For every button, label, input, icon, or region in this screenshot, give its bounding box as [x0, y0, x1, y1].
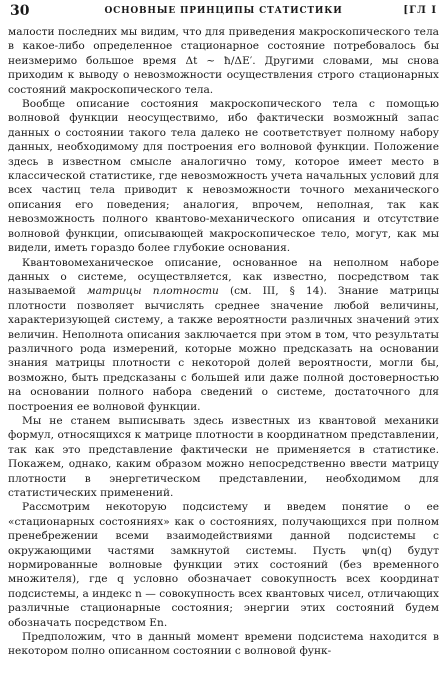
paragraph-5: Рассмотрим некоторую подсистему и введем понятие о ее «стационарных состояниях» как о состояниях, получающихся при полном пренебрежении всеми взаимодействиями данной подсистемы с окружающими частями замкнутой системы. Пусть ψn(q) будут нормированные волновые функции этих состояний (без временного множителя), где q условно обозначает совокупность всех координат подсистемы, а индекс n — совокупность всех квантовых чисел, отличающих различные стационарные состояния; энергии этих состояний будем обозначать посредством En. [8, 501, 439, 629]
paragraph-4: Мы не станем выписывать здесь известных из квантовой механики формул, относящихся к матрице плотности в координатном представлении, так как это представление фактически не применяется в статистике. Покажем, однако, каким образом можно непосредственно ввести матрицу плотности в энергетическом представлении, необходимом для статистических применений. [8, 414, 439, 499]
chapter-mark: [ГЛ I [403, 5, 437, 16]
paragraph-1: малости последних мы видим, что для приведения макроскопического тела в какое-либо определенное стационарное состояние потребовалось бы неизмеримо большое время Δt ~ ħ/ΔE′. Другими словами, мы снова приходим к выводу о невозможности осуществления строго стационарных состояний макроскопического тела. [8, 26, 439, 96]
book-page [8, 0, 439, 698]
body-text [8, 25, 439, 659]
page-header [8, 3, 439, 23]
running-head: ОСНОВНЫЕ ПРИНЦИПЫ СТАТИСТИКИ [104, 6, 343, 16]
paragraph-2: Вообще описание состояния макроскопического тела с помощью волновой функции неосуществимо, ибо фактически возможный запас данных о состоянии такого тела далеко не соответствует полному набору данных, необходимому для построения его волновой функции. Положение здесь в известном смысле аналогично тому, которое имеет место в классической статистике, где невозможность учета начальных условий для всех частиц тела приводит к невозможности точного механического описания его поведения; аналогия, впрочем, неполная, так как невозможность полного квантово-механического описания и отсутствие волновой функции, описывающей макроскопическое тело, могут, как мы видели, иметь гораздо более глубокие основания. [8, 98, 439, 255]
paragraph-6: Предположим, что в данный момент времени подсистема находится в некотором полно описанном состоянии с волновой функ- [8, 631, 439, 658]
paragraph-3-text-before: Квантовомеханическое описание, основанное на неполном наборе данных о системе, осуществляется, как известно, посредством так называемой [8, 256, 439, 298]
paragraph-3-text-after: (см. III, § 14). Знание матрицы плотности позволяет вычислять среднее значение любой величины, характеризующей систему, а также вероятности различных значений этих величин. Неполнота описания заключается при этом в том, что результаты различного рода измерений, которые можно предсказать на основании знания матрицы плотности с некоторой долей вероятности, могли бы, возможно, быть предсказаны с большей или даже полной достоверностью на основании полного набора сведений о системе, достаточного для построения ее волновой функции. [8, 285, 439, 413]
page-number: 30 [10, 3, 30, 19]
density-matrix-term: матрицы плотности [86, 285, 219, 298]
paragraph-3 [8, 256, 439, 414]
